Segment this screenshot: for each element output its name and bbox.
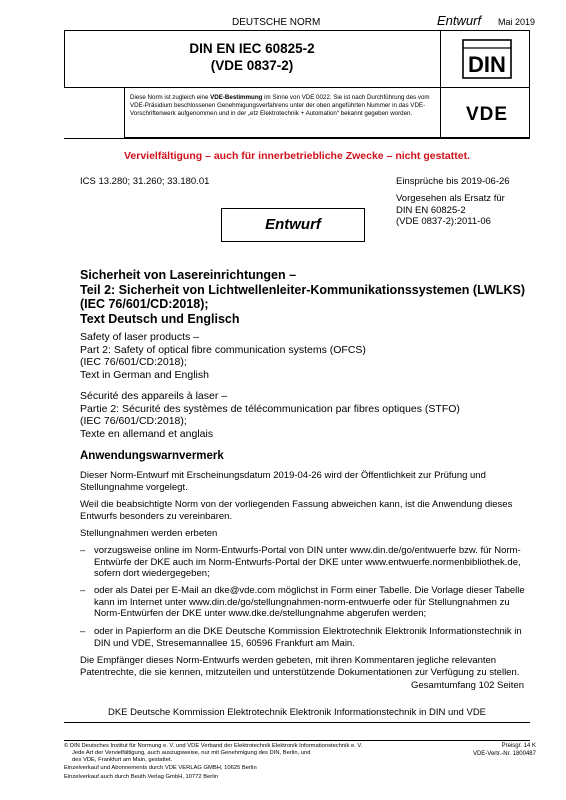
vde-box-divider	[440, 88, 441, 138]
vde-logo-icon	[452, 104, 522, 122]
english-title: Safety of laser products – Part 2: Safety of optical fibre communication systems (OFCS) (IEC 76/601/CD:2018); Text in German and English	[80, 331, 366, 381]
dke-line: DKE Deutsche Kommission Elektrotechnik Elektronik Informationstechnik in DIN und VDE	[107, 707, 487, 718]
publication-date: Mai 2019	[498, 17, 536, 27]
footer-rule-top	[64, 722, 530, 723]
total-pages: Gesamtumfang 102 Seiten	[410, 680, 524, 691]
din-logo-icon	[462, 39, 512, 79]
comment-deadline: Einsprüche bis 2019-06-26	[396, 176, 510, 187]
list-item: – oder in Papierform an die DKE Deutsche Kommission Elektrotechnik Elektronik Informationstechnik in DIN und VDE, Stresemannallee 15, 60596 Frankfurt am Main.	[80, 626, 522, 649]
svg-text:VDE: VDE	[465, 104, 509, 122]
vde-number: (VDE 0837-2)	[210, 58, 294, 73]
warning-paragraph-4: Die Empfänger dieses Norm-Entwurfs werden gebeten, mit ihren Kommentaren jegliche relevanten Patentrechte, die sie kennen, mitzuteilen und unterstützende Dokumentationen zur Verfügung zu stellen.	[80, 655, 520, 678]
vde-statement: Diese Norm ist zugleich eine VDE-Bestimmung im Sinne von VDE 0022. Sie ist nach Durchführung des vom VDE-Präsidium beschlossenen Genehmigungsverfahrens unter der oben angeführten Nummer in das VDE-Vorschriftenwerk aufgenommen und in der „etz Elektrotechnik + Automation“ bekannt gegeben worden.	[130, 94, 430, 117]
german-title: Sicherheit von Lasereinrichtungen – Teil 2: Sicherheit von Lichtwellenleiter-Kommunikationssystemen (LWLKS) (IEC 76/601/CD:2018); Text Deutsch und Englisch	[80, 268, 525, 326]
warning-paragraph-2: Weil die beabsichtigte Norm von der vorliegenden Fassung abweichen kann, ist die Anwendung dieses Entwurfs besonders zu vereinbaren.	[80, 499, 513, 522]
replacement-note: Vorgesehen als Ersatz für DIN EN 60825-2 (VDE 0837-2):2011-06	[396, 193, 505, 227]
warning-paragraph-3: Stellungnahmen werden erbeten	[80, 528, 218, 539]
french-title: Sécurité des appareils à laser – Partie 2: Sécurité des systèmes de télécommunication par fibres optiques (STFO) (IEC 76/601/CD:2018); Texte en allemand et anglais	[80, 390, 460, 440]
footer-price: Preisgr. 14 K VDE-Vertr.-Nr. 1800487	[472, 743, 536, 757]
warning-paragraph-1: Dieser Norm-Entwurf mit Erscheinungsdatum 2019-04-26 wird der Öffentlichkeit zur Prüfung und Stellungnahme vorgelegt.	[80, 470, 486, 493]
draft-label: Entwurf	[437, 13, 482, 28]
list-item: – vorzugsweise online im Norm-Entwurfs-Portal von DIN unter www.din.de/go/entwuerfe bzw. für Norm-Entwürfe der DKE auch im Norm-Entwurfs-Portal der DKE unter www.entwuerfe.normenbibliothek.de, sofern dort wiedergegeben;	[80, 545, 521, 580]
reproduction-notice: Vervielfältigung – auch für innerbetriebliche Zwecke – nicht gestattet.	[123, 150, 470, 162]
title-box-divider	[440, 31, 441, 88]
ics-codes: ICS 13.280; 31.260; 33.180.01	[80, 176, 210, 187]
svg-text:DIN: DIN	[468, 52, 506, 77]
norm-type-label: DEUTSCHE NORM	[232, 17, 321, 28]
footer-copyright: © DIN Deutsches Institut für Normung e. V. und VDE Verband der Elektrotechnik Elektronik Informationstechnik e. V. Jede Art der Vervielfältigung, auch auszugsweise, nur mit Genehmigung des DIN, Berlin, und des VDE, Frankfurt am Main, gestattet. Einzelverkauf und Abonnements durch VDE VERLAG GMBH, 10625 Berlin Einzelverkauf auch durch Beuth Verlag GmbH, 10772 Berlin	[64, 743, 363, 780]
list-item: – oder als Datei per E-Mail an dke@vde.com möglichst in Form einer Tabelle. Die Vorlage dieser Tabelle kann im Internet unter www.din.de/go/stellungnahmen-norm-entwuerfe oder für Stellungnahmen zu Norm-Entwürfen der DKE unter www.dke.de/stellungnahme abgerufen werden;	[80, 585, 525, 620]
standard-number: DIN EN IEC 60825-2	[189, 41, 315, 56]
draft-stamp-box: Entwurf	[221, 208, 365, 242]
section-rule	[64, 138, 530, 139]
application-warning-heading: Anwendungswarnvermerk	[80, 450, 224, 462]
